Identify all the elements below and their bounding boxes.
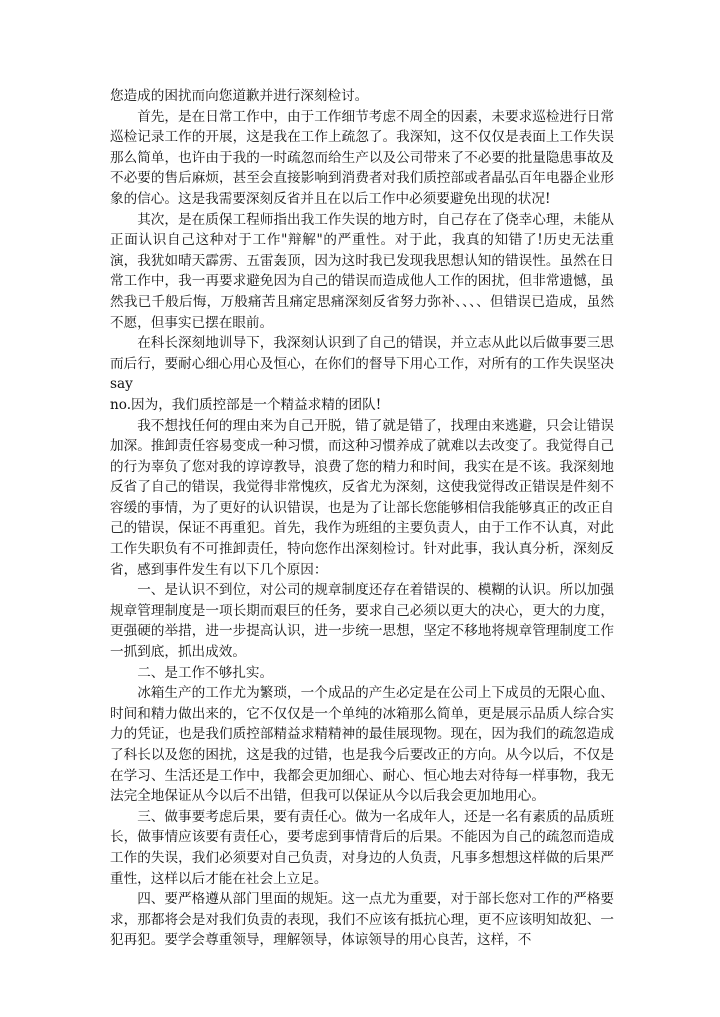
paragraph-9: 冰箱生产的工作尤为繁琐，一个成品的产生必定是在公司上下成员的无限心血、时间和精力做出来的，它不仅仅是一个单纯的冰箱那么简单，更是展示品质人综合实力的凭证，也是我们质控部精益求精精神的最佳展现物。现在，因为我们的疏忽造成了科长以及您的困扰，这是我的过错，也是我今后要改正的方向。从今以后，不仅是在学习、生活还是工作中，我都会更加细心、耐心、恒心地去对待每一样事物，我无法完全地保证从今以后不出错，但我可以保证从今以后我会更加地用心。 bbox=[110, 685, 614, 805]
paragraph-10: 三、做事要考虑后果，要有责任心。做为一名成年人，还是一名有素质的品质班长，做事情应该要有责任心，要考虑到事情背后的后果。不能因为自己的疏忽而造成工作的失误，我们必须要对自己负责，对身边的人负责，凡事多想想这样做的后果严重性，这样以后才能在社会上立足。 bbox=[110, 808, 614, 887]
paragraph-4: 在科长深刻地训导下，我深刻认识到了自己的错误，并立志从此以后做事要三思而后行，要耐心细心用心及恒心，在你们的督导下用心工作，对所有的工作失误坚决 say bbox=[110, 335, 614, 393]
paragraph-11: 四、要严格遵从部门里面的规矩。这一点尤为重要，对于部长您对工作的严格要求，那都将会是对我们负责的表现，我们不应该有抵抗心理，更不应该明知故犯、一犯再犯。要学会尊重领导，理解领导，体谅领导的用心良苦，这样，不 bbox=[110, 891, 614, 949]
paragraph-8: 二、是工作不够扎实。 bbox=[137, 664, 274, 681]
paragraph-3: 其次，是在质保工程师指出我工作失误的地方时，自己存在了侥幸心理，未能从正面认识自己这种对于工作"辩解"的严重性。对于此，我真的知错了!历史无法重演，我犹如晴天霹雳、五雷轰顶，因为这时我已发现我思想认知的错误性。虽然在日常工作中，我一再要求避免因为自己的错误而造成他人工作的困扰，但非常遗憾，虽然我已千般后悔，万般痛苦且痛定思痛深刻反省努力弥补、、、、但错误已造成，虽然不愿，但事实已摆在眼前。 bbox=[110, 211, 614, 331]
paragraph-7: 一、是认识不到位，对公司的规章制度还存在着错误的、模糊的认识。所以加强规章管理制度是一项长期而艰巨的任务，要求自己必须以更大的决心，更大的力度，更强硬的举措，进一步提高认识，进一步统一思想，坚定不移地将规章管理制度工作一抓到底，抓出成效。 bbox=[110, 582, 614, 661]
paragraph-5: no.因为，我们质控部是一个精益求精的团队! bbox=[110, 396, 382, 413]
paragraph-6: 我不想找任何的理由来为自己开脱，错了就是错了，找理由来逃避，只会让错误加深。推卸责任容易变成一种习惯，而这种习惯养成了就难以去改变了。我觉得自己的行为辜负了您对我的谆谆教导，浪费了您的精力和时间，我实在是不该。我深刻地反省了自己的错误，我觉得非常愧疚，反省尤为深刻，这使我觉得改正错误是件刻不容缓的事情，为了更好的认识错误，也是为了让部长您能够相信我能够真正的改正自己的错误，保证不再重犯。首先，我作为班组的主要负责人，由于工作不认真，对此工作失职负有不可推卸责任，特向您作出深刻检讨。针对此事，我认真分析，深刻反省，感到事件发生有以下几个原因： bbox=[110, 417, 614, 578]
paragraph-1: 您造成的困扰而向您道歉并进行深刻检讨。 bbox=[110, 88, 369, 104]
paragraph-2: 首先，是在日常工作中，由于工作细节考虑不周全的因素，未要求巡检进行日常巡检记录工作的开展，这是我在工作上疏忽了。我深知，这不仅仅是表面上工作失误那么简单，也许由于我的一时疏忽而给生产以及公司带来了不必要的批量隐患事故及不必要的售后麻烦，甚至会直接影响到消费者对我们质控部或者晶弘百年电器企业形象的信心。这是我需要深刻反省并且在以后工作中必须要避免出现的状况! bbox=[110, 108, 614, 207]
document-page bbox=[110, 86, 614, 951]
